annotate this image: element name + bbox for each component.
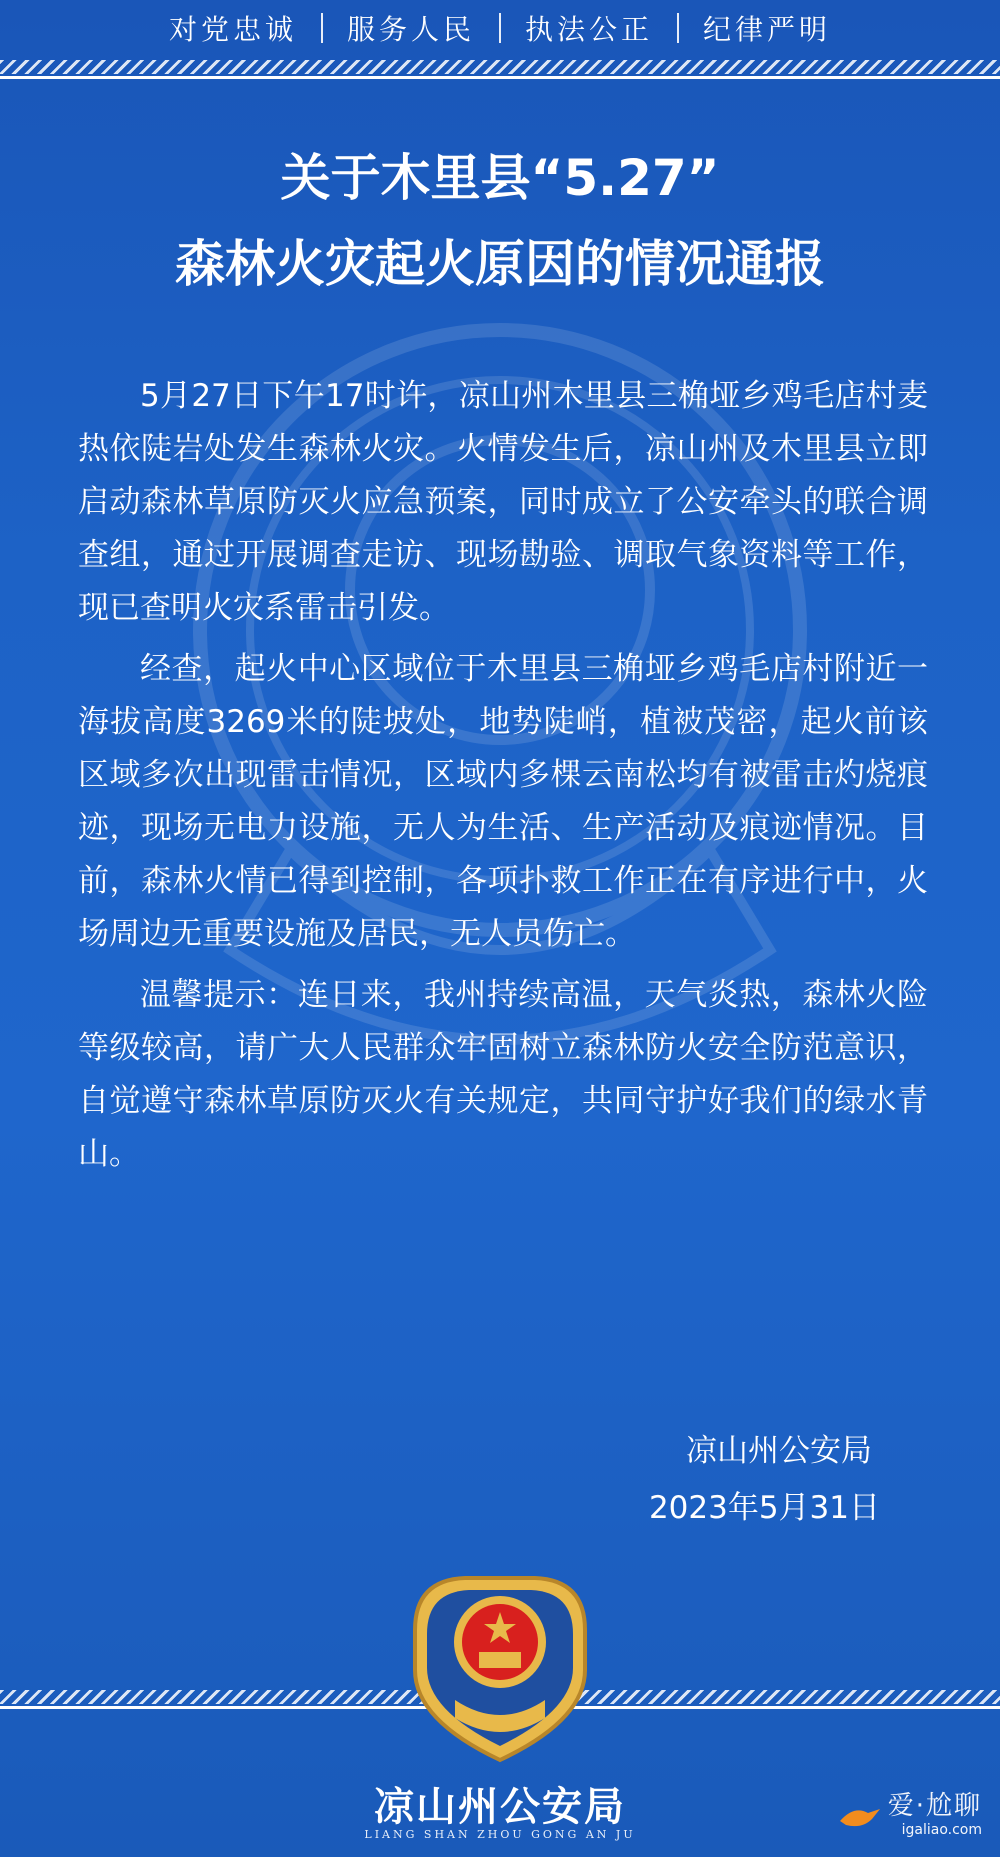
- motto-item: 服务人民: [346, 13, 475, 46]
- motto-item: 对党忠诚: [168, 13, 297, 46]
- paragraph: 5月27日下午17时许，凉山州木里县三桷垭乡鸡毛店村麦热依陡岩处发生森林火灾。火情发生后，凉山州及木里县立即启动森林草原防灭火应急预案，同时成立了公安牵头的联合调查组，通过开展调查走访、现场勘验、调取气象资料等工作，现已查明火灾系雷击引发。: [78, 378, 928, 626]
- paragraph: 经查，起火中心区域位于木里县三桷垭乡鸡毛店村附近一海拔高度3269米的陡坡处，地势陡峭，植被茂密，起火前该区域多次出现雷击情况，区域内多棵云南松均有被雷击灼烧痕迹，现场无电力设施，无人为生活、生产活动及痕迹情况。目前，森林火情已得到控制，各项扑救工作正在有序进行中，火场周边无重要设施及居民，无人员伤亡。: [78, 651, 928, 952]
- title-line-1: 关于木里县“5.27”: [280, 149, 720, 207]
- footer-org-pinyin: LIANG SHAN ZHOU GONG AN JU: [364, 1828, 636, 1841]
- site-watermark-name: 爱·尬聊: [887, 1791, 982, 1821]
- decorative-line: [0, 76, 1000, 79]
- decorative-stripe: [0, 60, 1000, 74]
- motto-divider: [321, 13, 323, 43]
- motto-item: 执法公正: [525, 13, 654, 46]
- motto-divider: [677, 13, 679, 43]
- motto-bar: [0, 0, 1000, 56]
- signature-org: 凉山州公安局: [686, 1433, 872, 1469]
- signature-date: 2023年5月31日: [648, 1490, 880, 1526]
- notice-body: [78, 370, 928, 1181]
- police-emblem-icon: [395, 1560, 605, 1770]
- motto-divider: [499, 13, 501, 43]
- title-line-2: 森林火灾起火原因的情况通报: [175, 235, 825, 293]
- footer-org-name: 凉山州公安局: [374, 1784, 626, 1830]
- page-title: [0, 135, 1000, 307]
- paragraph: 温馨提示：连日来，我州持续高温，天气炎热，森林火险等级较高，请广大人民群众牢固树立森林防火安全防范意识，自觉遵守森林草原防灭火有关规定，共同守护好我们的绿水青山。: [78, 977, 928, 1172]
- site-watermark: [812, 1785, 982, 1845]
- motto-item: 纪律严明: [703, 13, 832, 46]
- site-watermark-url: igaliao.com: [901, 1822, 982, 1838]
